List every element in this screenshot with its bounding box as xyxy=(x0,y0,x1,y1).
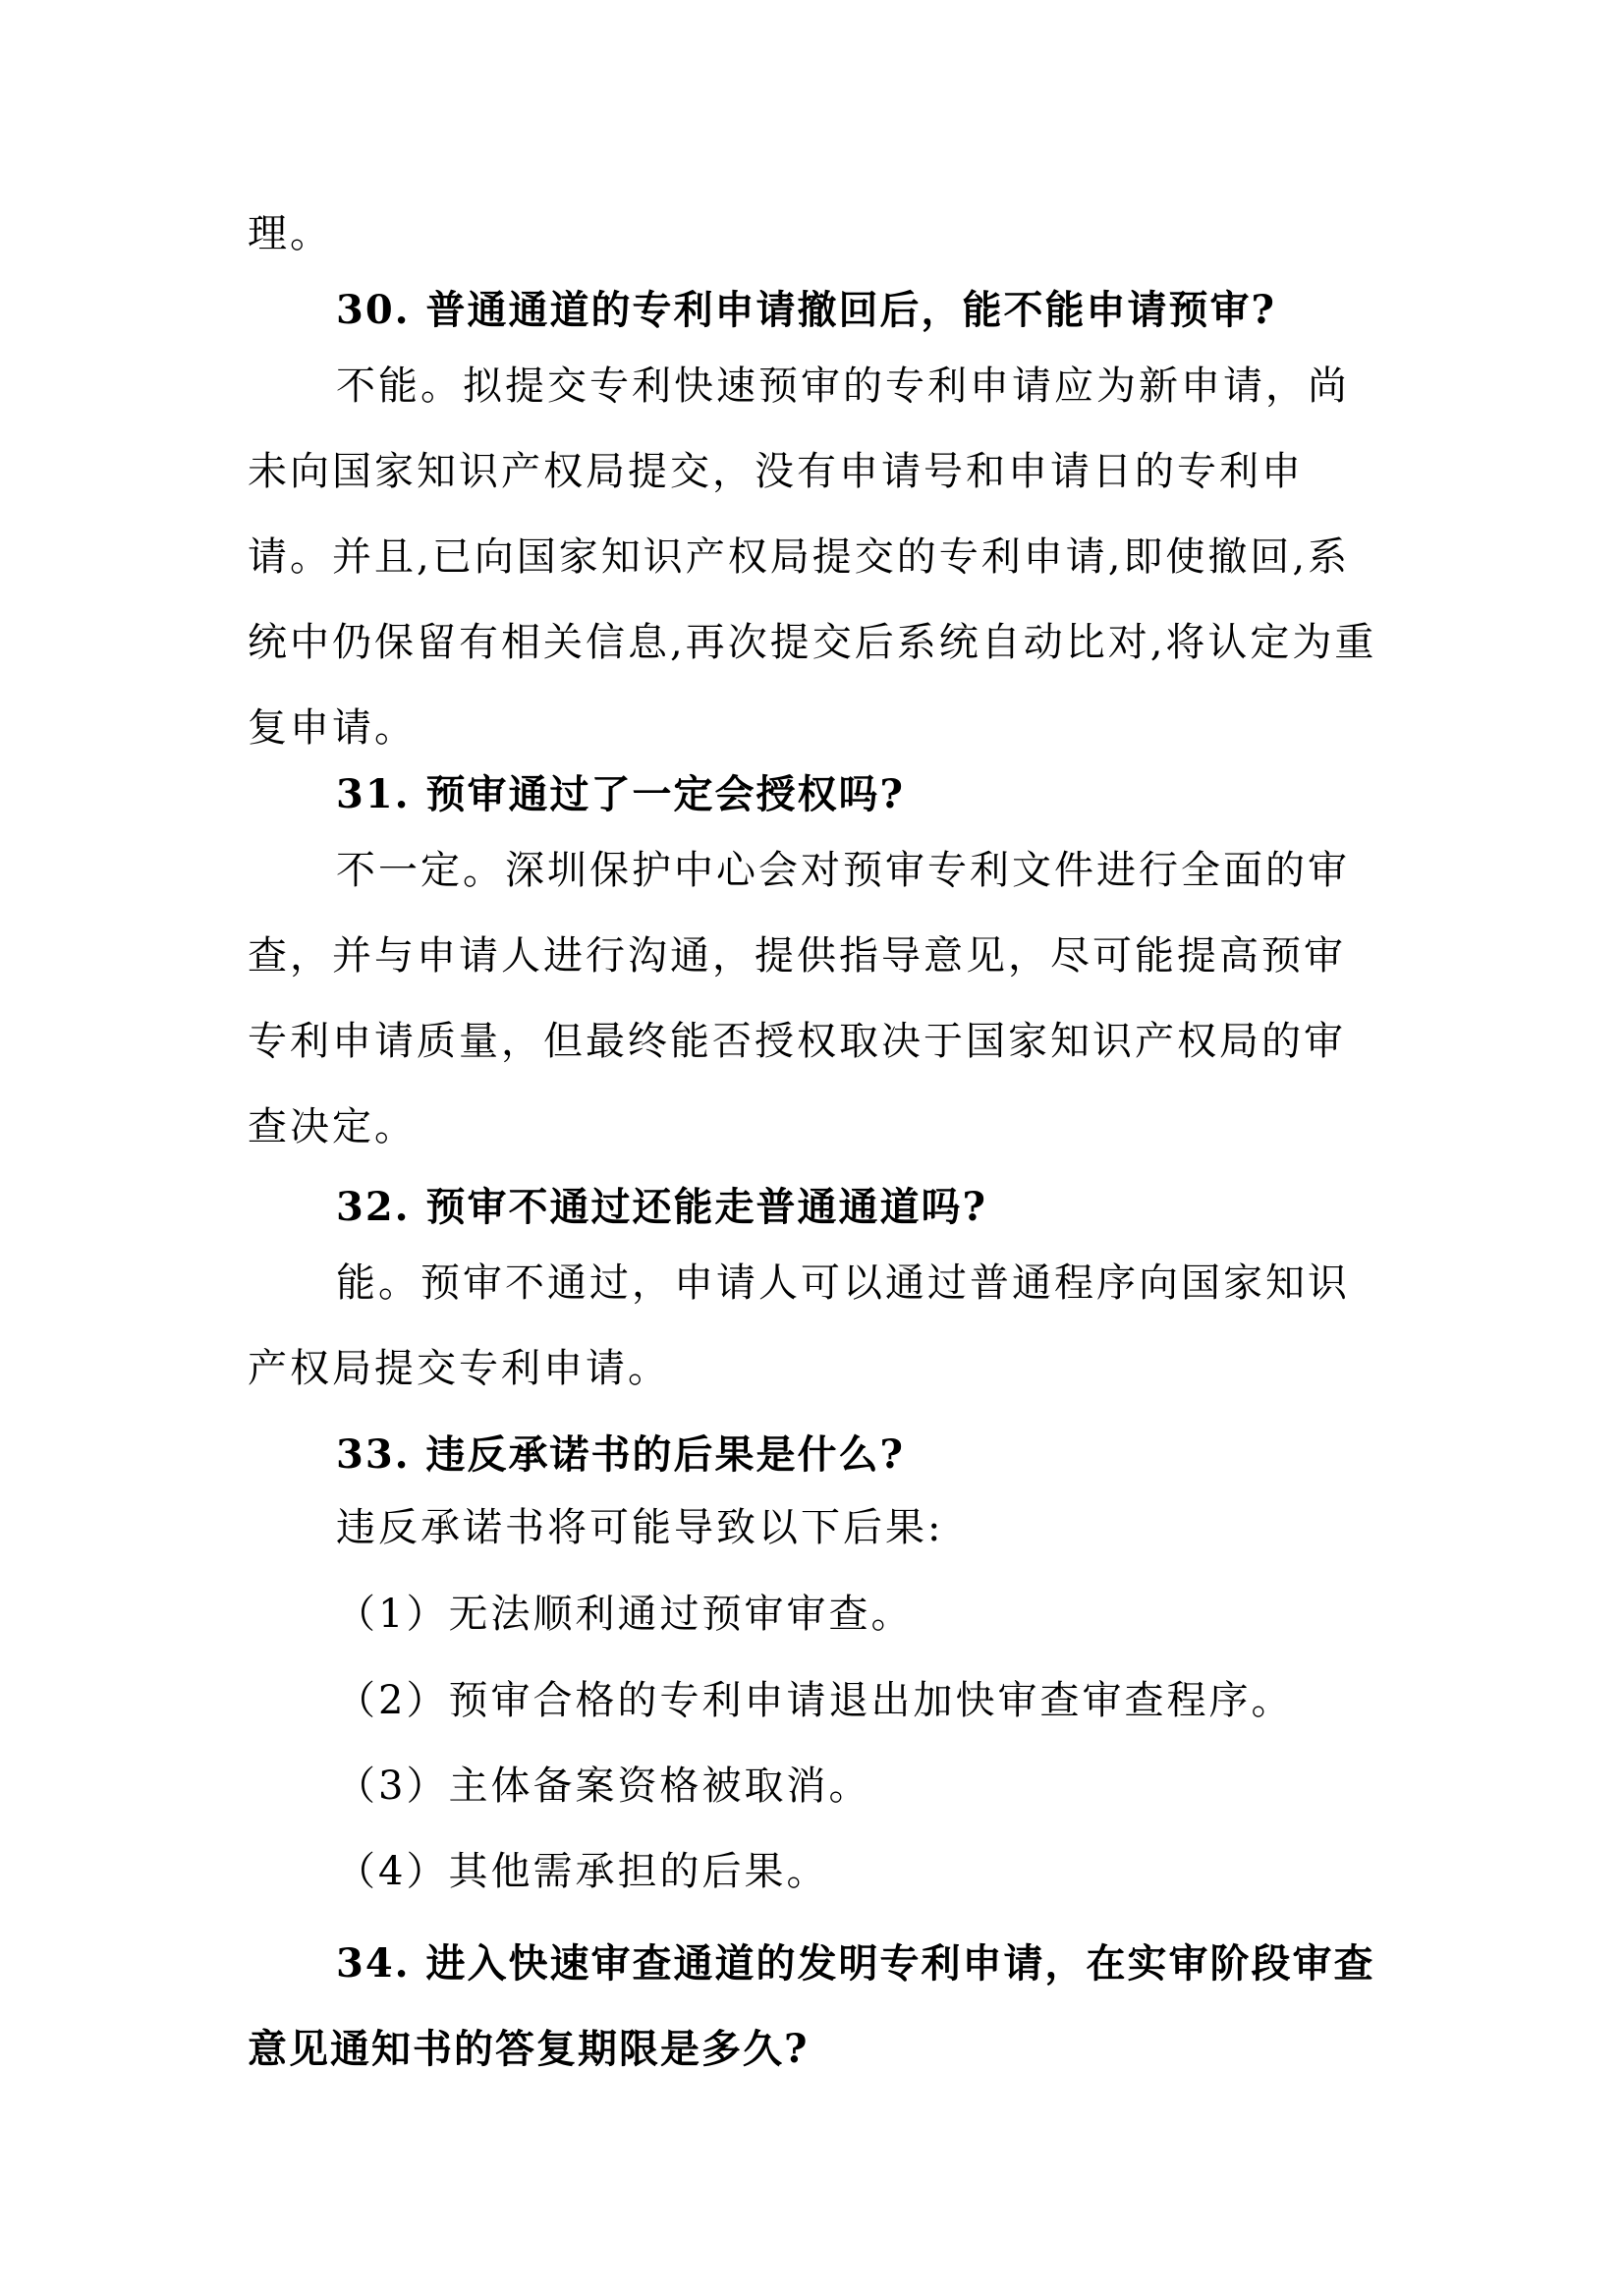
list-item: （2）预审合格的专利申请退出加快审查审查程序。 xyxy=(336,1678,1294,1723)
question-31: 31. 预审通过了一定会授权吗? xyxy=(336,771,905,817)
answer-30: 不能。拟提交专利快速预审的专利申请应为新申请，尚未向国家知识产权局提交，没有申请号和申请日的专利申请。并且,已向国家知识产权局提交的专利申请,即使撤回,系统中仍保留有相关信息,再次提交后系统自动比对,将认定为重复申请。 xyxy=(248,364,1377,751)
list-item: （1）无法顺利通过预审审查。 xyxy=(336,1592,914,1637)
list-item: （3）主体备案资格被取消。 xyxy=(336,1764,871,1809)
answer-33: 违反承诺书将可能导致以下后果: xyxy=(336,1505,944,1550)
question-30: 30. 普通通道的专利申请撤回后，能不能申请预审? xyxy=(336,287,1276,333)
question-32: 32. 预审不通过还能走普通通道吗? xyxy=(336,1184,987,1230)
continuation-text: 理。 xyxy=(248,211,332,256)
question-34: 34. 进入快速审查通道的发明专利申请，在实审阶段审查意见通知书的答复期限是多久? xyxy=(248,1940,1375,2072)
answer-32: 能。预审不通过，申请人可以通过普通程序向国家知识产权局提交专利申请。 xyxy=(248,1260,1350,1391)
list-item: （4）其他需承担的后果。 xyxy=(336,1849,829,1894)
answer-31: 不一定。深圳保护中心会对预审专利文件进行全面的审查，并与申请人进行沟通，提供指导意见，尽可能提高预审专利申请质量，但最终能否授权取决于国家知识产权局的审查决定。 xyxy=(248,848,1350,1149)
question-33: 33. 违反承诺书的后果是什么? xyxy=(336,1431,905,1478)
